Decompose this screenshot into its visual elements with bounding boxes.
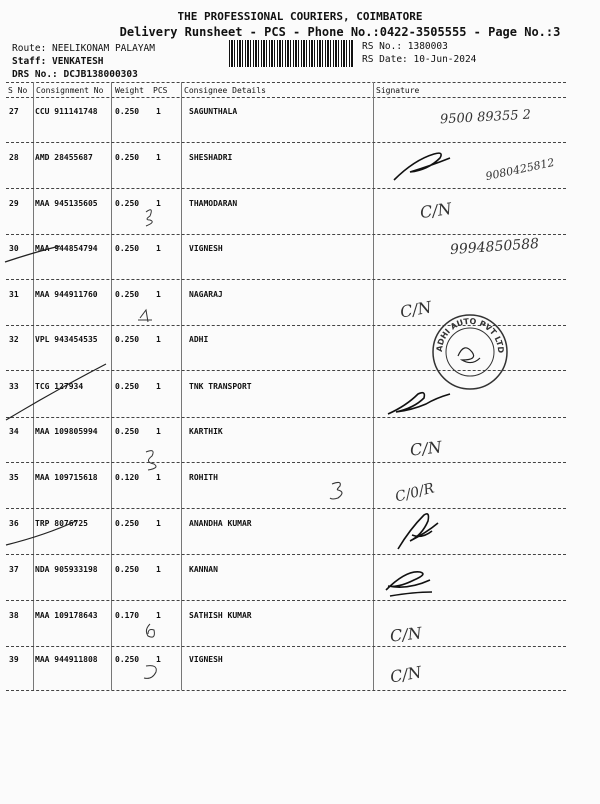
serial-number: 33 [9, 382, 19, 391]
weight-value: 0.250 [115, 244, 140, 253]
weight-value: 0.250 [115, 335, 140, 344]
pcs-value: 1 [156, 199, 161, 208]
weight-value: 0.250 [115, 382, 140, 391]
col-pcs: PCS [153, 86, 168, 95]
handwritten-note: C/N [388, 662, 424, 687]
weight-value: 0.250 [115, 290, 140, 299]
consignee-name: KANNAN [189, 565, 218, 574]
consignee-name: SHESHADRI [189, 153, 233, 162]
rs-number: RS No.: 1380003 [362, 41, 448, 52]
serial-number: 28 [9, 153, 19, 162]
serial-number: 36 [9, 519, 19, 528]
serial-number: 29 [9, 199, 19, 208]
serial-number: 27 [9, 107, 19, 116]
pcs-value: 1 [156, 107, 161, 116]
staff-label: Staff: VENKATESH [12, 56, 104, 67]
consignment-number: TRP 8076725 [35, 519, 88, 528]
serial-number: 37 [9, 565, 19, 574]
weight-value: 0.250 [115, 427, 140, 436]
col-sno: S No [8, 86, 28, 95]
handwritten-note: C/N [398, 297, 434, 322]
pcs-value: 1 [156, 655, 161, 664]
col-weight: Weight [115, 86, 144, 95]
consignee-name: NAGARAJ [189, 290, 223, 299]
serial-number: 32 [9, 335, 19, 344]
consignee-name: KARTHIK [189, 427, 223, 436]
handwritten-note: C/N [409, 437, 443, 460]
consignment-number: MAA 945135605 [35, 199, 98, 208]
pcs-value: 1 [156, 611, 161, 620]
consignment-number: MAA 109715618 [35, 473, 98, 482]
col-consignment: Consignment No [36, 86, 104, 95]
pcs-value: 1 [156, 427, 161, 436]
col-consignee: Consignee Details [184, 86, 266, 95]
pcs-value: 1 [156, 519, 161, 528]
pcs-value: 1 [156, 335, 161, 344]
weight-value: 0.250 [115, 519, 140, 528]
weight-value: 0.120 [115, 473, 140, 482]
col-signature: Signature [376, 86, 420, 95]
consignee-name: VIGNESH [189, 244, 223, 253]
svg-text:ADHI AUTO PVT LTD: ADHI AUTO PVT LTD [434, 316, 506, 354]
weight-value: 0.250 [115, 199, 140, 208]
route-label: Route: NEELIKONAM PALAYAM [12, 43, 155, 54]
handwritten-note: 9994850588 [449, 235, 540, 259]
consignment-number: MAA 944911760 [35, 290, 98, 299]
handwritten-note: C/0/R [393, 480, 436, 506]
serial-number: 38 [9, 611, 19, 620]
rs-date: RS Date: 10-Jun-2024 [362, 54, 477, 65]
pcs-value: 1 [156, 244, 161, 253]
document-title: THE PROFESSIONAL COURIERS, COIMBATORE [177, 10, 423, 23]
consignee-name: VIGNESH [189, 655, 223, 664]
document-subtitle: Delivery Runsheet - PCS - Phone No.:0422-3505555 - Page No.:3 [119, 25, 561, 39]
serial-number: 31 [9, 290, 19, 299]
serial-number: 39 [9, 655, 19, 664]
consignment-number: MAA 109178643 [35, 611, 98, 620]
consignment-number: CCU 911141748 [35, 107, 98, 116]
handwritten-note: 9500 89355 2 [439, 107, 532, 128]
handwritten-note: C/N [418, 198, 453, 223]
serial-number: 34 [9, 427, 19, 436]
drs-number: DRS No.: DCJB138000303 [12, 69, 138, 80]
pcs-value: 1 [156, 290, 161, 299]
consignee-name: TNK TRANSPORT [189, 382, 252, 391]
consignee-name: ROHITH [189, 473, 218, 482]
serial-number: 35 [9, 473, 19, 482]
consignment-number: MAA 944854794 [35, 244, 98, 253]
handwritten-note: 9080425812 [484, 155, 556, 184]
handwritten-note: C/N [389, 623, 423, 646]
weight-value: 0.250 [115, 107, 140, 116]
consignee-name: SATHISH KUMAR [189, 611, 252, 620]
serial-number: 30 [9, 244, 19, 253]
pcs-value: 1 [156, 565, 161, 574]
consignment-number: MAA 109805994 [35, 427, 98, 436]
consignment-number: TCG 127934 [35, 382, 84, 391]
weight-value: 0.170 [115, 611, 140, 620]
weight-value: 0.250 [115, 153, 140, 162]
pcs-value: 1 [156, 473, 161, 482]
consignee-name: ANANDHA KUMAR [189, 519, 252, 528]
consignee-name: THAMODARAN [189, 199, 238, 208]
consignment-number: NDA 905933198 [35, 565, 98, 574]
consignment-number: VPL 943454535 [35, 335, 98, 344]
consignment-number: AMD 28455687 [35, 153, 93, 162]
consignee-name: ADHI [189, 335, 209, 344]
pcs-value: 1 [156, 153, 161, 162]
weight-value: 0.250 [115, 565, 140, 574]
weight-value: 0.250 [115, 655, 140, 664]
consignee-name: SAGUNTHALA [189, 107, 238, 116]
pcs-value: 1 [156, 382, 161, 391]
consignment-number: MAA 944911808 [35, 655, 98, 664]
